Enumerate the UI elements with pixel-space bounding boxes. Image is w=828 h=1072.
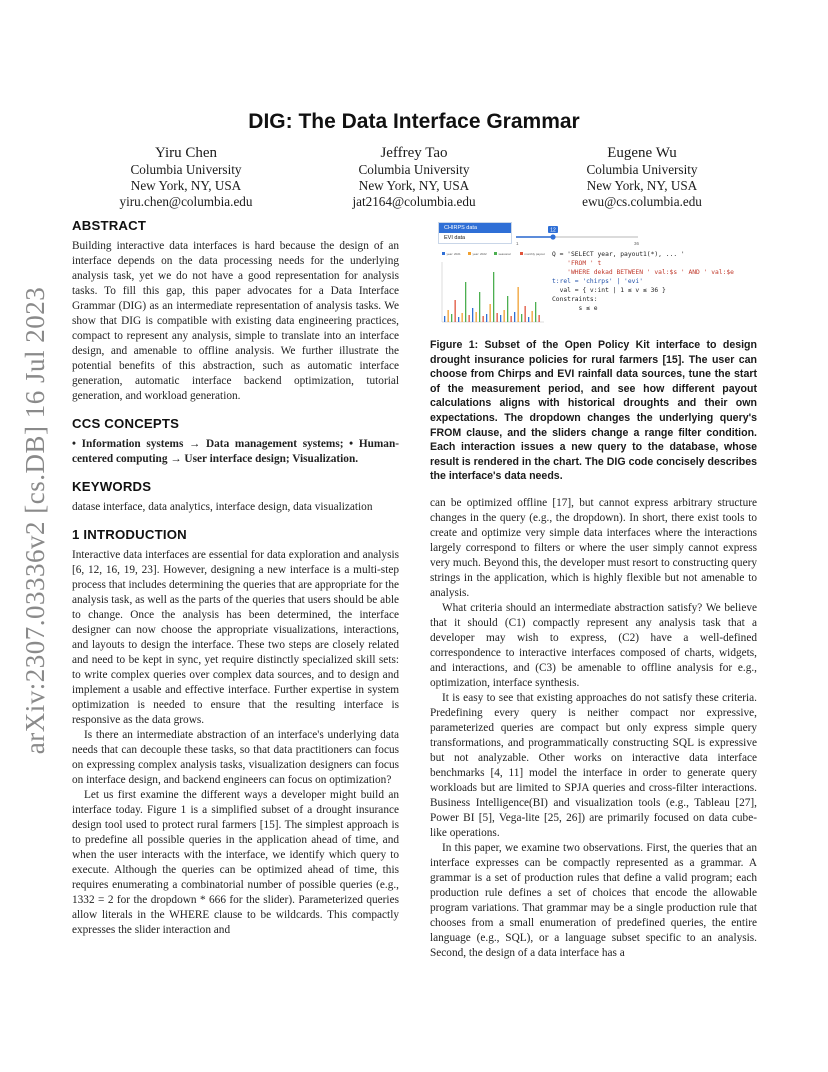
legend-label: year: 2022 [472,251,487,256]
chart-bar [511,316,512,322]
author-affiliation: Columbia University [358,162,470,177]
slider-value-label: 12 [550,227,556,234]
chart-bar [532,311,533,322]
code-line: 'WHERE dekad BETWEEN ' val:$s ' AND ' val:$e [552,269,734,276]
intro-paragraph-3: Let us first examine the different ways a developer might build an interface today. Figure 1 is a simplified subset of a drought insurance design tool used to protect rural farmers [15]. The simplest approach is to predefine all possible queries in the application ahead of time, and when the user interacts with the interface, we identify which query to execute. Although the queries can be optimized ahead of time, this requires enumerating a combinatorial number of possible queries (e.g., 1332 = 2 for the dropdown * 666 for the slider). Parameterized queries allow literals in the WHERE clause to be wildcards. This compactly expresses the slider interaction and [72,789,399,936]
slider-min-label: 1 [516,241,519,246]
intro-paragraph-2: Is there an intermediate abstraction of an interface's underlying data needs that can decouple these tasks, so that data practitioners can focus on expressing complex analysis tasks, visualization designers can focus on interface design, and backend engineers can focus on optimization? [72,729,399,786]
chart-bar [518,287,519,322]
figure-1 [430,218,757,338]
body-paragraph-1: can be optimized offline [17], but cannot express arbitrary structure changes in the query (e.g., the dropdown). In short, there exist tools to create and optimize very simple data interfaces where the interactions largely correspond to filters or where the user simply cannot express very much. Beyond this, the developer must resort to constructing query strings in the application, which is highly flexible but not amenable to analysis. [430,496,757,599]
chart-bar [535,302,536,322]
body-paragraph-4: In this paper, we examine two observations. First, the queries that an interface expresses can be compactly represented as a grammar. A grammar is a set of production rules that define a valid program; each production rule defines a set of choices that encode the allowable program variations. That grammar may be a single production rule that chooses from a small enumeration of predefined queries, the entire language (e.g., SQL), or a language subset specific to an analysis. Second, the design of a data interface has a [430,841,757,959]
chart-bar [465,282,466,322]
legend-label: year: 2021 [446,251,461,256]
arxiv-identifier: arXiv:2307.03336v2 [cs.DB] 16 Jul 2023 [20,286,51,754]
keywords-text: datase interface, data analytics, interface design, data visualization [72,501,373,513]
author-location: New York, NY, USA [358,178,470,193]
code-line: t:rel = 'chirps' | 'evi' [552,278,643,285]
chart-bar [525,306,526,322]
intro-paragraph-1: Interactive data interfaces are essential for data exploration and analysis [6, 12, 16, 19, 23]. However, designing a new interface is a multi-step process that includes determining the queries that are appropriate for the analysis task, as well as the parts of the queries that users should be able to change. Once the analysis has been determined, the interface designer can now choose the appropriate visualizations, interactions, and layouts to design the interface. These two steps are closely related and need to be kept in sync, yet require distinctly specialized skill sets: to write complex queries over complex data sources, and to design and implement a usable and effective interface. Further expertise in system optimization is needed to ensure that the resulting interface is responsive as the data grows. [72,549,399,726]
dropdown-option-chirps[interactable]: CHIRPS data [439,223,511,233]
chart-bar [500,315,501,322]
code-line: 'FROM ' t [552,260,602,267]
legend-label: monthly payout [524,251,545,256]
dig-code-block [552,250,757,313]
legend-label: seasonal [498,251,511,256]
chart-bar [504,310,505,322]
introduction-heading: 1 INTRODUCTION [72,527,187,542]
chart-bar [490,304,491,322]
author-affiliation: Columbia University [586,162,698,177]
author-email[interactable]: ewu@cs.columbia.edu [582,194,702,209]
ccs-heading: CCS CONCEPTS [72,416,180,431]
author-block [72,144,756,210]
code-line: val = { v:int | 1 ≤ v ≤ 36 } [552,287,666,294]
chart-bar [528,317,529,322]
figure-1-caption: Figure 1: Subset of the Open Policy Kit interface to design drought insurance policies for rural farmers [15]. The user can choose from Chirps and EVI rainfall data sources, tune the start of the measurement period, and see how different payout calculations aligns with historical droughts and their own expectations. The dropdown changes the underlying query's FROM clause, and the sliders change a range filter condition. Each interaction issues a new query to the database, whose result is rendered in the chart. The DIG code concisely describes the interface's data needs. [430,339,757,483]
abstract-heading: ABSTRACT [72,218,147,233]
legend-swatch [442,252,445,255]
author-1 [72,144,300,210]
chart-bars [444,272,540,322]
chart-bar [444,316,445,322]
chart-bar [539,315,540,322]
chart-bar [497,313,498,322]
author-location: New York, NY, USA [130,178,242,193]
chart-bar [514,312,515,322]
chart-bar [451,314,452,322]
code-line: Q = 'SELECT year, payout1(*), ... ' [552,251,685,258]
chart-bar [507,296,508,322]
chart-bar [493,272,494,322]
chart-legend [442,252,545,256]
chart-bar [486,314,487,322]
author-name: Yiru Chen [154,145,218,161]
code-line: Constraints: [552,296,598,303]
author-location: New York, NY, USA [586,178,698,193]
slider-max-label: 36 [634,241,640,246]
left-column [72,218,399,938]
code-line: s ≤ e [552,305,598,312]
ccs-text: • Information systems → Data management systems; • Human-centered computing → User interface design; Visualization. [72,438,399,465]
legend-swatch [520,252,523,255]
chart-bar [476,312,477,322]
body-paragraph-3: It is easy to see that existing approaches do not satisfy these criteria. Predefining every query is neither compact nor expressive, parameterized queries are compact but only express simple query transformations, and programmatically constructing SQL is expressive but not analyzable. Other works on interactive data interface benchmarks [4, 11] model the interface in order to generate query workloads but are limited to SPJA queries and cross-filter interactions. Business Intelligence(BI) and visualization tools (e.g., Tableau [27], Power BI [5], Vega-lite [25, 26]) are primarily focused on data cube-like operations. [430,691,757,839]
dropdown-option-evi[interactable]: EVI data [444,235,466,241]
right-column [430,218,757,961]
abstract-text: Building interactive data interfaces is hard because the design of an interface depends on the data processing needs for the underlying analysis task, yet we do not have a good representation for analysis tasks. To fill this gap, this paper advocates for a Data Interface Grammar (DIG) as an intermediate representation of analysis tasks. We show that DIG is compatible with existing data engineering practices, compact to represent any analysis, simple to translate into an interface design, and amenable to offline analysis. We further illustrate the potential benefits of this abstraction, such as automatic interface generation, automatic interface backend optimization, tutorial generation, and workload generation. [72,240,399,402]
chart-bar [483,316,484,322]
datasource-dropdown[interactable] [438,222,512,244]
chart-bar [448,310,449,322]
chart-bar [455,300,456,322]
chart-bar [479,292,480,322]
author-3 [528,144,756,210]
chart-bar [469,315,470,322]
dekad-slider[interactable] [512,226,642,248]
chart-bar [521,314,522,322]
author-email[interactable]: yiru.chen@columbia.edu [119,194,253,209]
keywords-heading: KEYWORDS [72,479,152,494]
chart-bar [472,308,473,322]
chart-bar [462,313,463,322]
body-paragraph-2: What criteria should an intermediate abstraction satisfy? We believe that it should (C1) compactly represent any analysis task that a developer may wish to express, (C2) have a well-defined correspondence to interactive interfaces composed of charts, widgets, and interactions, and (C3) be amenable to offline analysis for e.g., optimization, interface synthesis. [430,601,757,689]
author-2 [300,144,528,210]
legend-swatch [494,252,497,255]
paper-title: DIG: The Data Interface Grammar [248,110,580,133]
slider-handle[interactable] [550,234,555,239]
author-affiliation: Columbia University [130,162,242,177]
legend-swatch [468,252,471,255]
author-name: Jeffrey Tao [380,145,448,161]
chart-bar [458,317,459,322]
payout-chart [434,248,546,330]
author-email[interactable]: jat2164@columbia.edu [352,194,476,209]
author-name: Eugene Wu [607,145,677,161]
